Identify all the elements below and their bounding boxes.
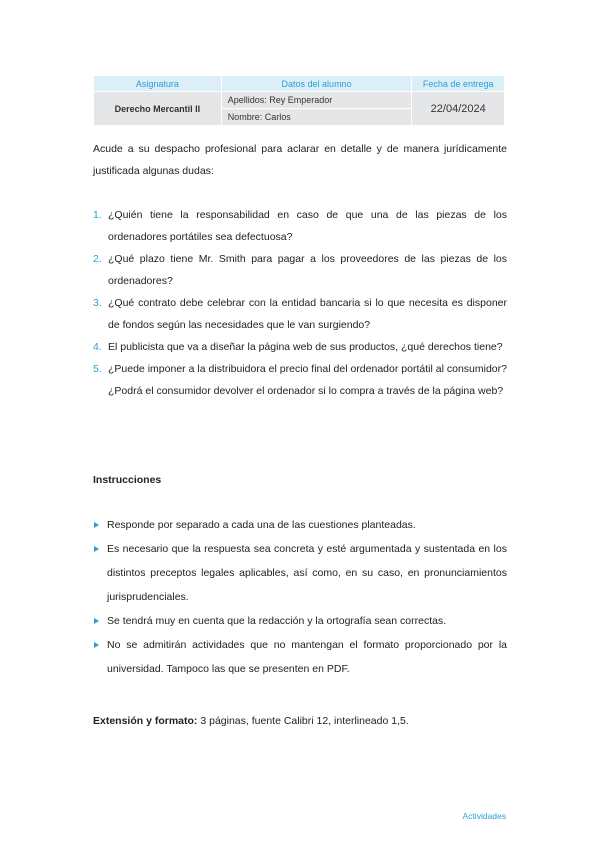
triangle-bullet-icon [94, 546, 99, 552]
question-text: ¿Quién tiene la responsabilidad en caso de que una de las piezas de los ordenadores portátiles sea defectuosa? [108, 209, 507, 243]
triangle-bullet-icon [94, 522, 99, 528]
question-number: 5. [93, 363, 102, 375]
intro-paragraph: Acude a su despacho profesional para aclarar en detalle y de manera jurídicamente justificada algunas dudas: [93, 143, 507, 177]
question-number: 3. [93, 297, 102, 309]
format-text: 3 páginas, fuente Calibri 12, interlineado 1,5. [197, 715, 409, 727]
question-text: ¿Puede imponer a la distribuidora el precio final del ordenador portátil al consumidor? ¿Podrá el consumidor devolver el ordenador si lo compra a través de la página web? [108, 363, 507, 397]
question-item [93, 336, 507, 358]
header-col-student: Datos del alumno [221, 76, 412, 92]
question-number: 1. [93, 209, 102, 221]
question-item [93, 292, 507, 336]
header-table [93, 75, 505, 126]
page-footer: Actividades [462, 811, 506, 821]
question-item [93, 358, 507, 402]
format-label: Extensión y formato: [93, 715, 198, 727]
instruction-item [93, 513, 507, 537]
instruction-text: Es necesario que la respuesta sea concreta y esté argumentada y sustentada en los distintos preceptos legales aplicables, así como, en su caso, en pronunciamientos jurisprudenciales. [107, 543, 507, 603]
surname-cell: Apellidos: Rey Emperador [221, 92, 412, 109]
questions-list [93, 204, 507, 402]
instruction-text: Responde por separado a cada una de las cuestiones planteadas. [107, 519, 416, 531]
instructions-heading: Instrucciones [93, 474, 162, 486]
instruction-item [93, 633, 507, 681]
instruction-text: Se tendrá muy en cuenta que la redacción y la ortografía sean correctas. [107, 615, 447, 627]
header-col-subject: Asignatura [94, 76, 222, 92]
name-cell: Nombre: Carlos [221, 109, 412, 126]
question-number: 2. [93, 253, 102, 265]
instruction-text: No se admitirán actividades que no mantengan el formato proporcionado por la universidad. Tampoco las que se presenten en PDF. [107, 639, 507, 675]
question-item [93, 248, 507, 292]
format-note [93, 715, 409, 727]
question-number: 4. [93, 341, 102, 353]
subject-cell: Derecho Mercantil II [94, 92, 222, 126]
question-text: El publicista que va a diseñar la página web de sus productos, ¿qué derechos tiene? [108, 341, 503, 353]
question-text: ¿Qué contrato debe celebrar con la entidad bancaria si lo que necesita es disponer de fondos según las necesidades que le van surgiendo? [108, 297, 507, 331]
triangle-bullet-icon [94, 642, 99, 648]
question-text: ¿Qué plazo tiene Mr. Smith para pagar a los proveedores de las piezas de los ordenadores? [108, 253, 507, 287]
instruction-item [93, 609, 507, 633]
instruction-item [93, 537, 507, 609]
triangle-bullet-icon [94, 618, 99, 624]
question-item [93, 204, 507, 248]
date-cell: 22/04/2024 [412, 92, 505, 126]
instructions-list [93, 513, 507, 681]
header-col-date: Fecha de entrega [412, 76, 505, 92]
